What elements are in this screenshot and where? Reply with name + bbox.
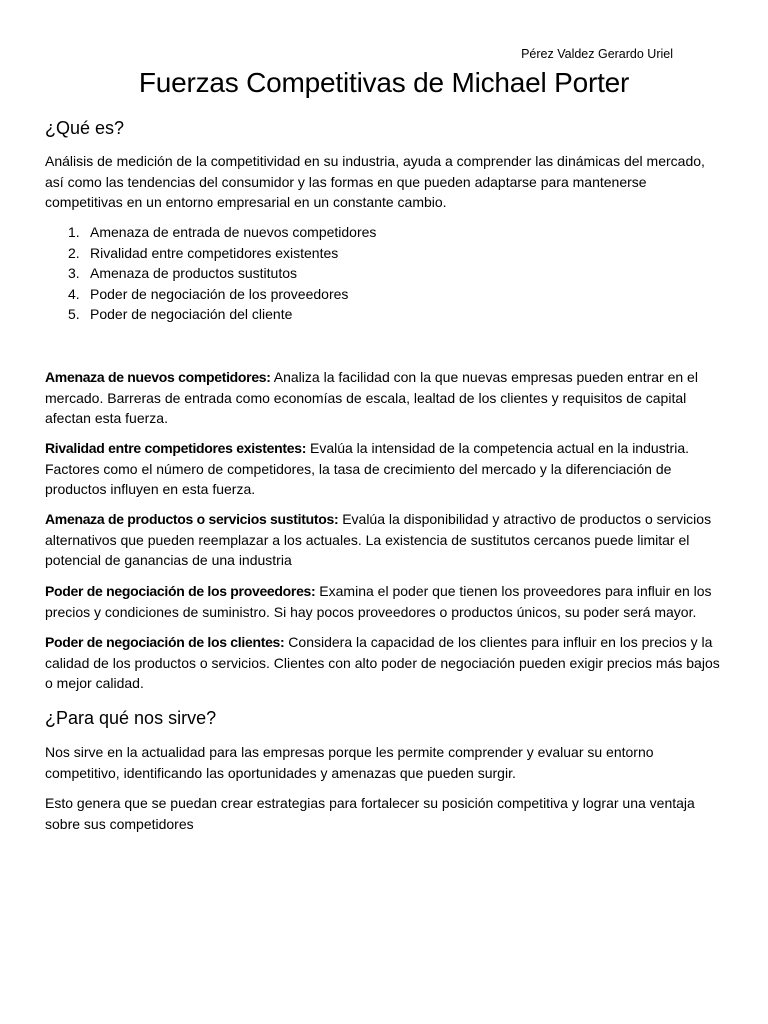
list-item-text: Poder de negociación del cliente (90, 306, 293, 323)
list-item-text: Poder de negociación de los proveedores (90, 285, 349, 302)
force-paragraph-suppliers (45, 581, 725, 622)
section-heading-que-es: ¿Qué es? (45, 118, 125, 138)
list-item-text: Rivalidad entre competidores existentes (90, 244, 339, 261)
list-item (45, 263, 376, 284)
force-term: Poder de negociación de los proveedores: (45, 583, 316, 599)
list-item-text: Amenaza de productos sustitutos (90, 265, 298, 282)
author-name: Pérez Valdez Gerardo Uriel (521, 47, 673, 61)
list-item-text: Amenaza de entrada de nuevos competidores (90, 224, 377, 240)
list-number: 4. (68, 285, 80, 302)
force-paragraph-substitutes (45, 509, 725, 571)
list-number: 5. (68, 306, 80, 323)
list-item (45, 222, 376, 243)
force-term: Poder de negociación de los clientes: (45, 634, 285, 650)
list-item (45, 284, 376, 305)
force-term: Amenaza de nuevos competidores: (45, 369, 271, 385)
force-paragraph-rivalry (45, 438, 725, 500)
force-paragraph-new-entrants (45, 367, 725, 429)
purpose-paragraph-2: Esto genera que se puedan crear estrategias para fortalecer su posición competitiva y lograr una ventaja sobre sus competidores (45, 795, 695, 832)
forces-list (45, 222, 376, 325)
list-number: 3. (68, 265, 80, 282)
force-description: Considera la capacidad de los clientes para influir en los precios y la calidad de los productos o servicios. Clientes con alto poder de negociación pueden exigir precios más bajos o mejor calidad. (45, 634, 720, 692)
document-title: Fuerzas Competitivas de Michael Porter (138, 67, 630, 98)
force-term: Amenaza de productos o servicios sustitutos: (45, 511, 339, 527)
force-description: Evalúa la intensidad de la competencia actual en la industria. Factores como el número de competidores, la tasa de crecimiento del mercado y la diferenciación de productos influyen en esta fuerza. (45, 440, 690, 498)
list-number: 1. (68, 224, 80, 240)
force-term: Rivalidad entre competidores existentes: (45, 440, 307, 456)
purpose-paragraph-1: Nos sirve en la actualidad para las empresas porque les permite comprender y evaluar su entorno competitivo, identificando las oportunidades y amenazas que pueden surgir. (45, 744, 654, 781)
list-item (45, 243, 376, 264)
list-number: 2. (68, 244, 80, 261)
intro-paragraph: Análisis de medición de la competitividad en su industria, ayuda a comprender las dinámicas del mercado, así como las tendencias del consumidor y las formas en que pueden adaptarse para mantenerse competitivas en un entorno empresarial en un constante cambio. (45, 153, 705, 211)
force-paragraph-buyers (45, 632, 725, 694)
force-description: Examina el poder que tienen los proveedores para influir en los precios y condiciones de suministro. Si hay pocos proveedores o productos únicos, su poder será mayor. (45, 583, 712, 620)
section-heading-para-que: ¿Para qué nos sirve? (45, 708, 217, 728)
force-description: Analiza la facilidad con la que nuevas empresas pueden entrar en el mercado. Barreras de entrada como economías de escala, lealtad de los clientes y requisitos de capital afectan esta fuerza. (45, 369, 698, 427)
list-item (45, 304, 376, 325)
force-description: Evalúa la disponibilidad y atractivo de productos o servicios alternativos que pueden reemplazar a los actuales. La existencia de sustitutos cercanos puede limitar el potencial de ganancias de una industria (45, 511, 712, 569)
